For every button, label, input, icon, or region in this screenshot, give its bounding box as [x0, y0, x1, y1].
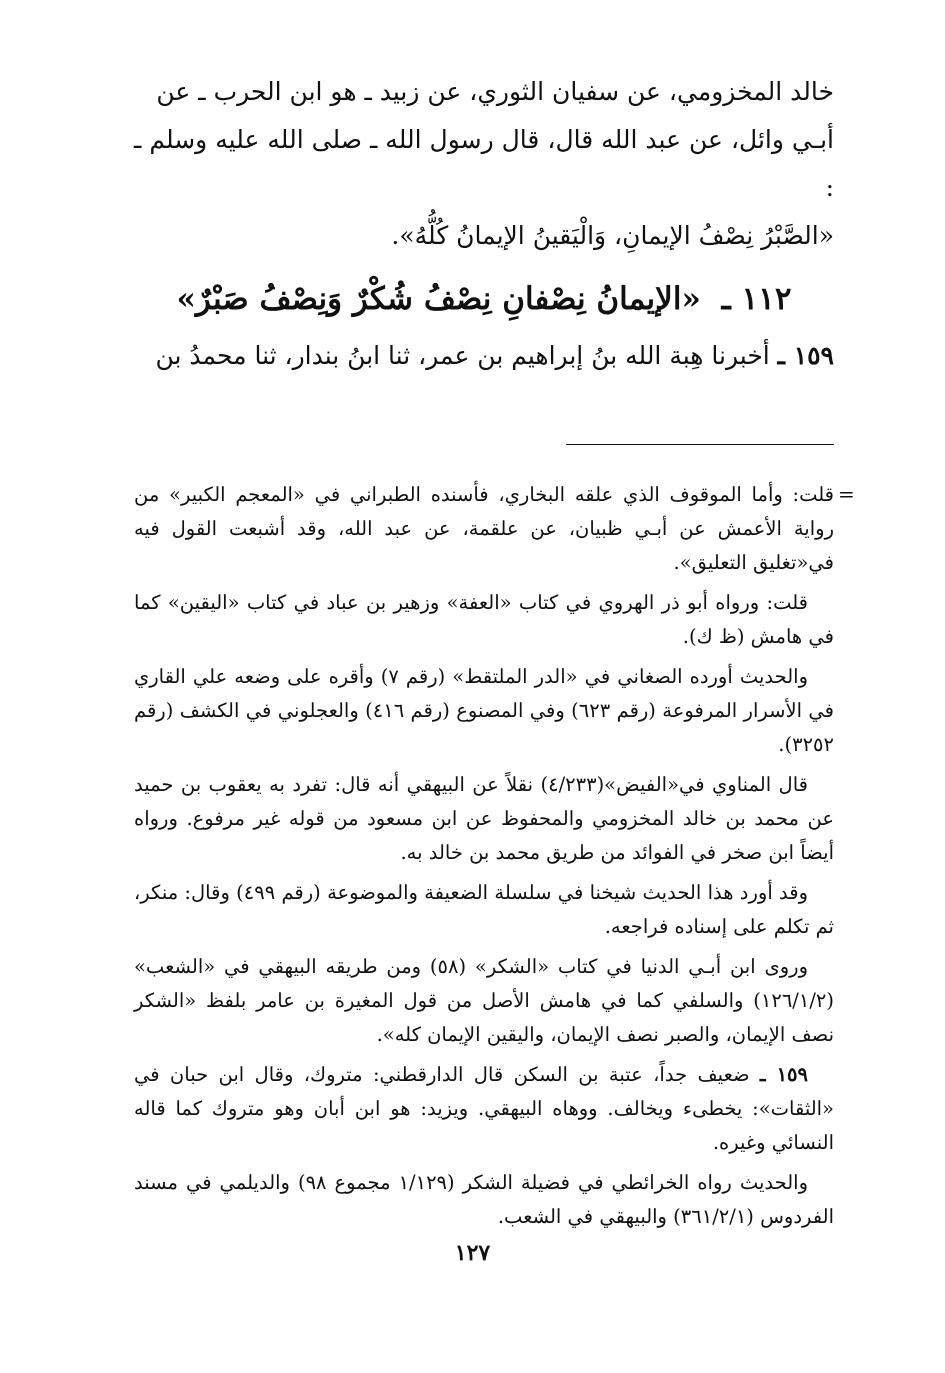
footnote-text: ضعيف جداً، عتبة بن السكن قال الدارقطني: متروك، وقال ابن حبان في «الثقات»: يخطىء ويخالف. ووهاه البيهقي. ويزيد: هو ابن أبان وهو متروك كما قاله النسائي وغيره.	[134, 1063, 834, 1154]
footnote-paragraph: قلت: وأما الموقوف الذي علقه البخاري، فأسنده الطبراني في «المعجم الكبير» من رواية الأعمش عن أبـي ظبيان، عن علقمة، عن عبد الله، وقد أشبعت القول فيه في«تغليق التعليق».	[134, 483, 834, 574]
footnote-paragraph: قال المناوي في«الفيض»(٤/٢٣٣) نقلاً عن البيهقي أنه قال: تفرد به يعقوب بن حميد عن محمد بن خالد المخزومي والمحفوظ عن ابن مسعود من قوله غير مرفوع. ورواه أيضاً ابن صخر في الفوائد من طريق محمد بن خالد به.	[134, 773, 834, 864]
footnote-number: ١٥٩ ـ	[759, 1063, 808, 1086]
text-line-2: أبـي وائل، عن عبد الله قال، قال رسول الله ـ صلى الله عليه وسلم ـ :	[134, 125, 834, 202]
hadith-line	[134, 332, 834, 380]
footnote-paragraph: والحديث رواه الخرائطي في فضيلة الشكر (١/١٢٩ مجموع ٩٨) والديلمي في مسند الفردوس (٣٦١/٢/١) والبيهقي في الشعب.	[134, 1171, 834, 1228]
text-line-3: «الصَّبْرُ نِصْفُ الإيمانِ، وَالْيَقينُ الإيمانُ كُلُّهُ».	[391, 221, 834, 250]
footnote-paragraph: قلت: ورواه أبو ذر الهروي في كتاب «العفة» وزهير بن عباد في كتاب «اليقين» كما في هامش (ظ ك).	[134, 591, 834, 648]
footnote-159	[134, 1058, 834, 1160]
chapter-heading	[134, 272, 834, 326]
footnote-paragraph: وقد أورد هذا الحديث شيخنا في سلسلة الضعيفة والموضوعة (رقم ٤٩٩) وقال: منكر، ثم تكلم على إسناده فراجعه.	[134, 881, 834, 938]
page-number: ١٢٧	[454, 1240, 491, 1266]
footnote-paragraph: والحديث أورده الصغاني في «الدر الملتقط» (رقم ٧) وأقره على وضعه علي القاري في الأسرار المرفوعة (رقم ٦٢٣) وفي المصنوع (رقم ٤١٦) والعجلوني في الكشف (رقم ٣٢٥٢).	[134, 665, 834, 756]
footnotes	[134, 478, 834, 1240]
footnote-paragraph: وروى ابن أبـي الدنيا في كتاب «الشكر» (٥٨) ومن طريقه البيهقي في «الشعب» (١٢٦/١/٢) والسلفي كما في هامش الأصل من قول المغيرة بن عامر بلفظ «الشكر نصف الإيمان، والصبر نصف الإيمان، واليقين الإيمان كله».	[134, 955, 834, 1046]
footnote-divider	[566, 444, 834, 445]
main-text	[134, 68, 834, 380]
continuation-mark: =	[838, 482, 855, 506]
heading-text: «الإيمانُ نِصْفانِ نِصْفُ شُكْرٌ وَنِصْفُ صَبْرٌ»	[176, 281, 701, 317]
hadith-text: أخبرنا هِبة الله بنُ إبراهيم بن عمر، ثنا ابنُ بندار، ثنا محمدُ بن	[155, 341, 770, 370]
heading-number: ١١٢ ـ	[721, 281, 792, 317]
text-line-1: خالد المخزومي، عن سفيان الثوري، عن زبيد ـ هو ابن الحرب ـ عن	[156, 77, 834, 106]
hadith-number: ١٥٩ ـ	[777, 341, 834, 370]
